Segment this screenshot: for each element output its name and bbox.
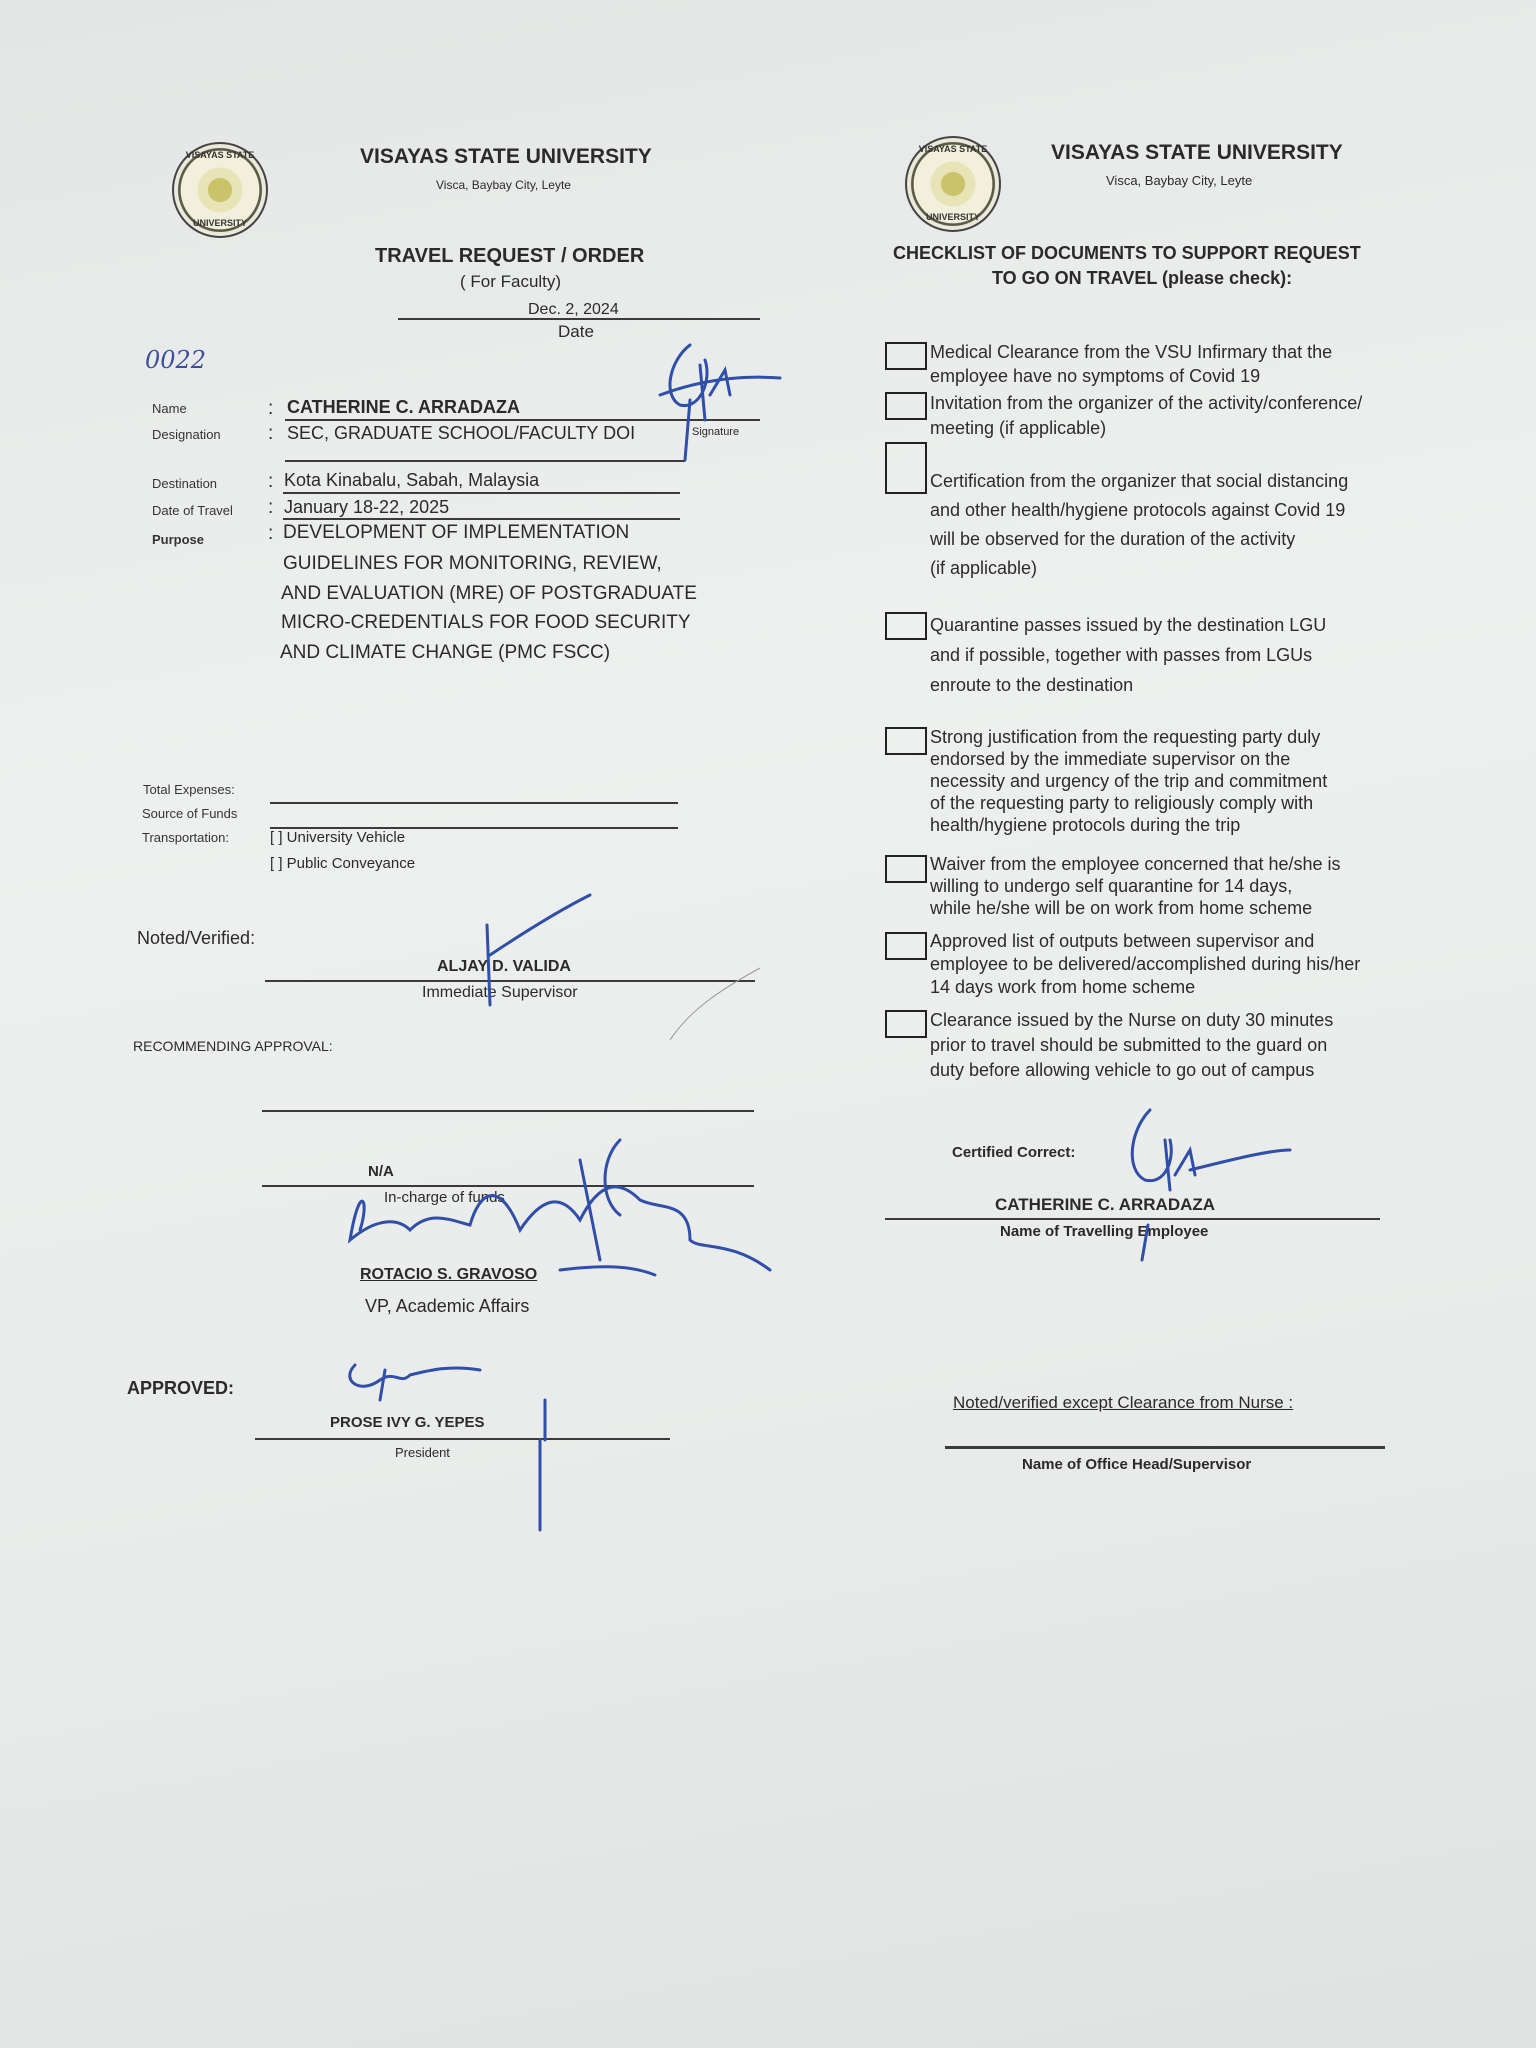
designation-label: Designation [152, 427, 221, 442]
signature-label: Signature [692, 426, 740, 438]
checklist-checkbox[interactable] [885, 392, 927, 420]
university-seal-left [172, 142, 268, 238]
funds-title: In-charge of funds [384, 1189, 505, 1206]
control-number: 0022 [145, 346, 207, 374]
name-label: Name [152, 401, 187, 416]
noted-verified-label: Noted/Verified: [137, 928, 256, 948]
vp-title: VP, Academic Affairs [365, 1296, 530, 1316]
pen-stroke-mark [670, 968, 760, 1040]
university-address-right: Visca, Baybay City, Leyte [1106, 173, 1253, 188]
checklist-item: Clearance issued by the Nurse on duty 30 minutes prior to travel should be submitted to the guard on duty before allowing vehicle to go out of campus [930, 1010, 1334, 1080]
purpose-line: AND EVALUATION (MRE) OF POSTGRADUATE [281, 583, 697, 604]
approved-label: APPROVED: [127, 1378, 235, 1398]
purpose-line: AND CLIMATE CHANGE (PMC FSCC) [280, 642, 611, 663]
university-seal-right [905, 136, 1001, 232]
certified-correct-label: Certified Correct: [952, 1144, 1076, 1161]
signature-arradaza-form [660, 345, 780, 460]
destination-label: Destination [152, 476, 218, 491]
purpose-label: Purpose [152, 532, 205, 547]
checklist-checkbox[interactable] [885, 855, 927, 883]
checklist-checkbox[interactable] [885, 442, 927, 494]
university-address-left: Visca, Baybay City, Leyte [436, 178, 571, 192]
purpose-line: DEVELOPMENT OF IMPLEMENTATION [283, 522, 630, 543]
president-name: PROSE IVY G. YEPES [330, 1414, 485, 1431]
purpose-line: MICRO-CREDENTIALS FOR FOOD SECURITY [281, 612, 691, 633]
employee-name: CATHERINE C. ARRADAZA [995, 1195, 1216, 1214]
seal-text-top: VISAYAS STATE [918, 144, 988, 154]
checklist-item: Medical Clearance from the VSU Infirmary that the employee have no symptoms of Covid 19 [930, 342, 1333, 386]
checklist-item: Waiver from the employee concerned that he/she is willing to undergo self quarantine for 14 days, while he/she will be on work from home scheme [930, 854, 1341, 918]
supervisor-name: ALJAY D. VALIDA [437, 958, 571, 975]
seal-text-top: VISAYAS STATE [185, 150, 255, 160]
seal-text-bottom: UNIVERSITY [925, 212, 980, 222]
checklist-item: Certification from the organizer that social distancing and other health/hygiene protocols against Covid 19 will be observed for the duration of the activity (if applicable) [930, 471, 1349, 578]
university-name-right: VISAYAS STATE UNIVERSITY [1051, 141, 1343, 164]
checklist-checkbox[interactable] [885, 727, 927, 755]
designation-value: SEC, GRADUATE SCHOOL/FACULTY DOI [287, 423, 636, 443]
checklist-checkbox[interactable] [885, 342, 927, 370]
employee-title: Name of Travelling Employee [1000, 1223, 1209, 1240]
total-expenses-label: Total Expenses: [143, 782, 235, 797]
source-of-funds-label: Source of Funds [142, 806, 238, 821]
noted-nurse-label: Noted/verified except Clearance from Nurse : [953, 1393, 1294, 1412]
form-subtitle: ( For Faculty) [460, 272, 562, 291]
checklist-checkbox[interactable] [885, 932, 927, 960]
purpose-line: GUIDELINES FOR MONITORING, REVIEW, [283, 553, 662, 574]
name-value: CATHERINE C. ARRADAZA [287, 397, 520, 417]
president-title: President [395, 1445, 450, 1460]
transport-university-vehicle-checkbox[interactable]: [ ] University Vehicle [270, 829, 406, 846]
form-title: TRAVEL REQUEST / ORDER [375, 245, 645, 267]
seal-text-bottom: UNIVERSITY [192, 218, 247, 228]
supervisor-title: Immediate Supervisor [422, 984, 578, 1001]
funds-value: N/A [368, 1163, 394, 1180]
university-name-left: VISAYAS STATE UNIVERSITY [360, 145, 652, 168]
transportation-label: Transportation: [142, 830, 229, 845]
destination-value: Kota Kinabalu, Sabah, Malaysia [284, 470, 540, 490]
checklist-item: Invitation from the organizer of the activity/conference/ meeting (if applicable) [930, 393, 1363, 438]
checklist-item: Strong justification from the requesting party duly endorsed by the immediate supervisor on the necessity and urgency of the trip and commitment of the requesting party to religiously comply with health/hygiene protocols during the trip [930, 727, 1328, 835]
recommending-approval-label: RECOMMENDING APPROVAL: [133, 1038, 333, 1054]
checklist-item: Quarantine passes issued by the destination LGU and if possible, together with passes from LGUs enroute to the destination [930, 615, 1327, 695]
checklist-checkbox[interactable] [885, 1010, 927, 1038]
checklist-checkbox[interactable] [885, 612, 927, 640]
date-label: Date [558, 322, 594, 341]
vp-name: ROTACIO S. GRAVOSO [360, 1266, 538, 1283]
date-of-travel-value: January 18-22, 2025 [284, 497, 450, 517]
transport-public-conveyance-checkbox[interactable]: [ ] Public Conveyance [270, 855, 416, 872]
date-of-travel-label: Date of Travel [152, 503, 233, 518]
date-value: Dec. 2, 2024 [528, 301, 619, 318]
checklist-item: Approved list of outputs between supervisor and employee to be delivered/accomplished during his/her 14 days work from home scheme [930, 931, 1361, 997]
checklist-title-line1: CHECKLIST OF DOCUMENTS TO SUPPORT REQUEST [893, 243, 1361, 263]
checklist-title-line2: TO GO ON TRAVEL (please check): [992, 268, 1293, 288]
signature-gravoso [350, 1140, 770, 1275]
office-head-title: Name of Office Head/Supervisor [1022, 1456, 1252, 1473]
